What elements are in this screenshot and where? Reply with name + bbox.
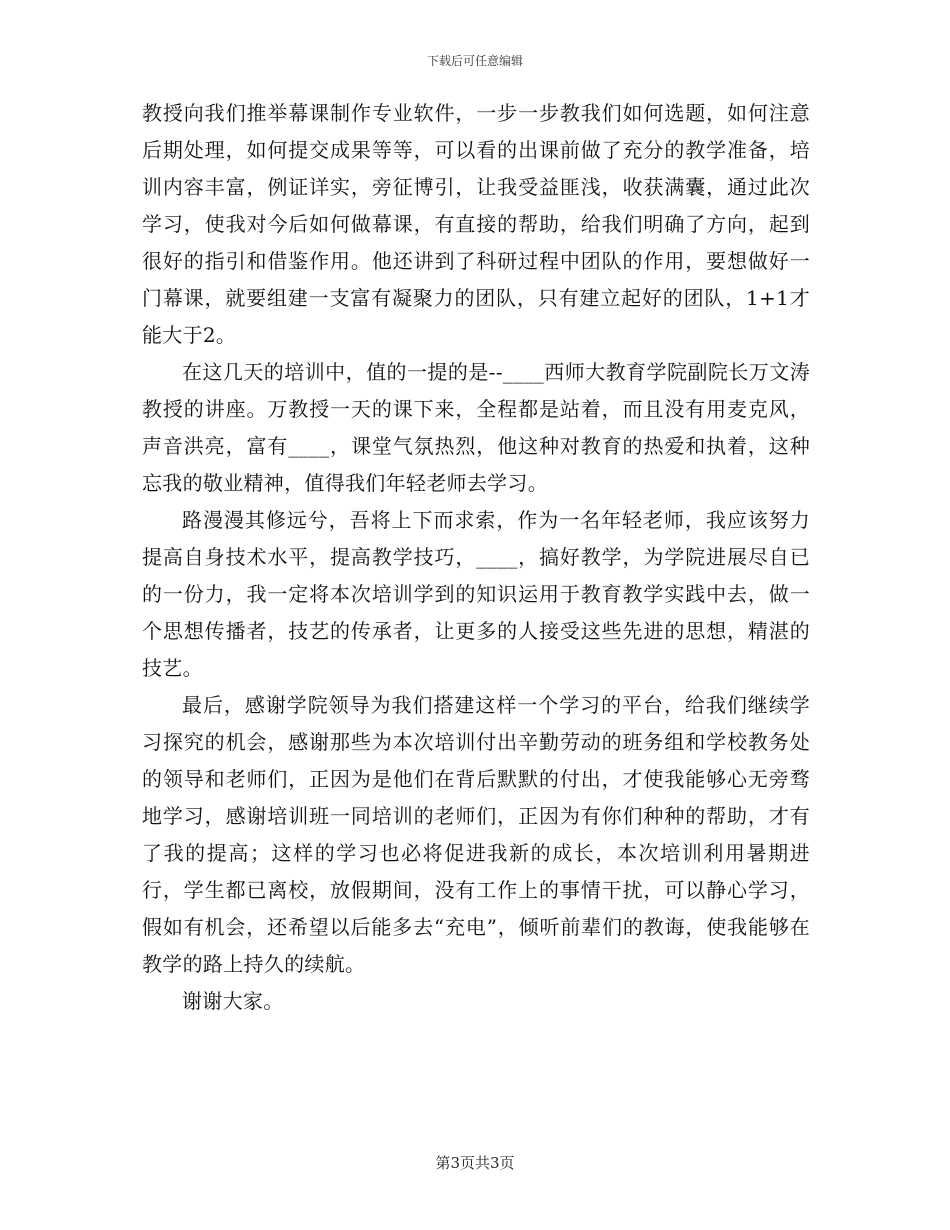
paragraph-4: 最后，感谢学院领导为我们搭建这样一个学习的平台，给我们继续学习探究的机会，感谢那些为本次培训付出辛勤劳动的班务组和学校教务处的领导和老师们，正因为是他们在背后默默的付出，才使我能够心无旁骛地学习，感谢培训班一同培训的老师们，正因为有你们种种的帮助，才有了我的提高；这样的学习也必将促进我新的成长，本次培训利用暑期进行，学生都已离校，放假期间，没有工作上的事情干扰，可以静心学习，假如有机会，还希望以后能多去“充电”，倾听前辈们的教诲，使我能够在教学的路上持久的续航。 <box>142 693 810 976</box>
paragraph-3: 路漫漫其修远兮，吾将上下而求索，作为一名年轻老师，我应该努力提高自身技术水平，提高教学技巧，____，搞好教学，为学院进展尽自已的一份力，我一定将本次培训学到的知识运用于教育教学实践中去，做一个思想传播者，技艺的传承者，让更多的人接受这些先进的思想，精湛的技艺。 <box>142 508 810 680</box>
paragraph-2: 在这几天的培训中，值的一提的是--____西师大教育学院副院长万文涛教授的讲座。万教授一天的课下来，全程都是站着，而且没有用麦克风，声音洪亮，富有____，课堂气氛热烈，他这种对教育的热爱和执着，这种忘我的敬业精神，值得我们年轻老师去学习。 <box>142 360 810 495</box>
paragraph-5: 谢谢大家。 <box>182 989 284 1013</box>
paragraph-1: 教授向我们推举幕课制作专业软件，一步一步教我们如何选题，如何注意后期处理，如何提交成果等等，可以看的出课前做了充分的教学准备，培训内容丰富，例证详实，旁征博引，让我受益匪浅，收获满囊，通过此次学习，使我对今后如何做幕课，有直接的帮助，给我们明确了方向，起到很好的指引和借鉴作用。他还讲到了科研过程中团队的作用，要想做好一门幕课，就要组建一支富有凝聚力的团队，只有建立起好的团队，1+1才能大于2。 <box>142 101 810 347</box>
document-body <box>142 95 810 1020</box>
page-header: 下载后可任意编辑 <box>426 54 523 68</box>
page-footer: 第3页共3页 <box>435 1154 515 1172</box>
